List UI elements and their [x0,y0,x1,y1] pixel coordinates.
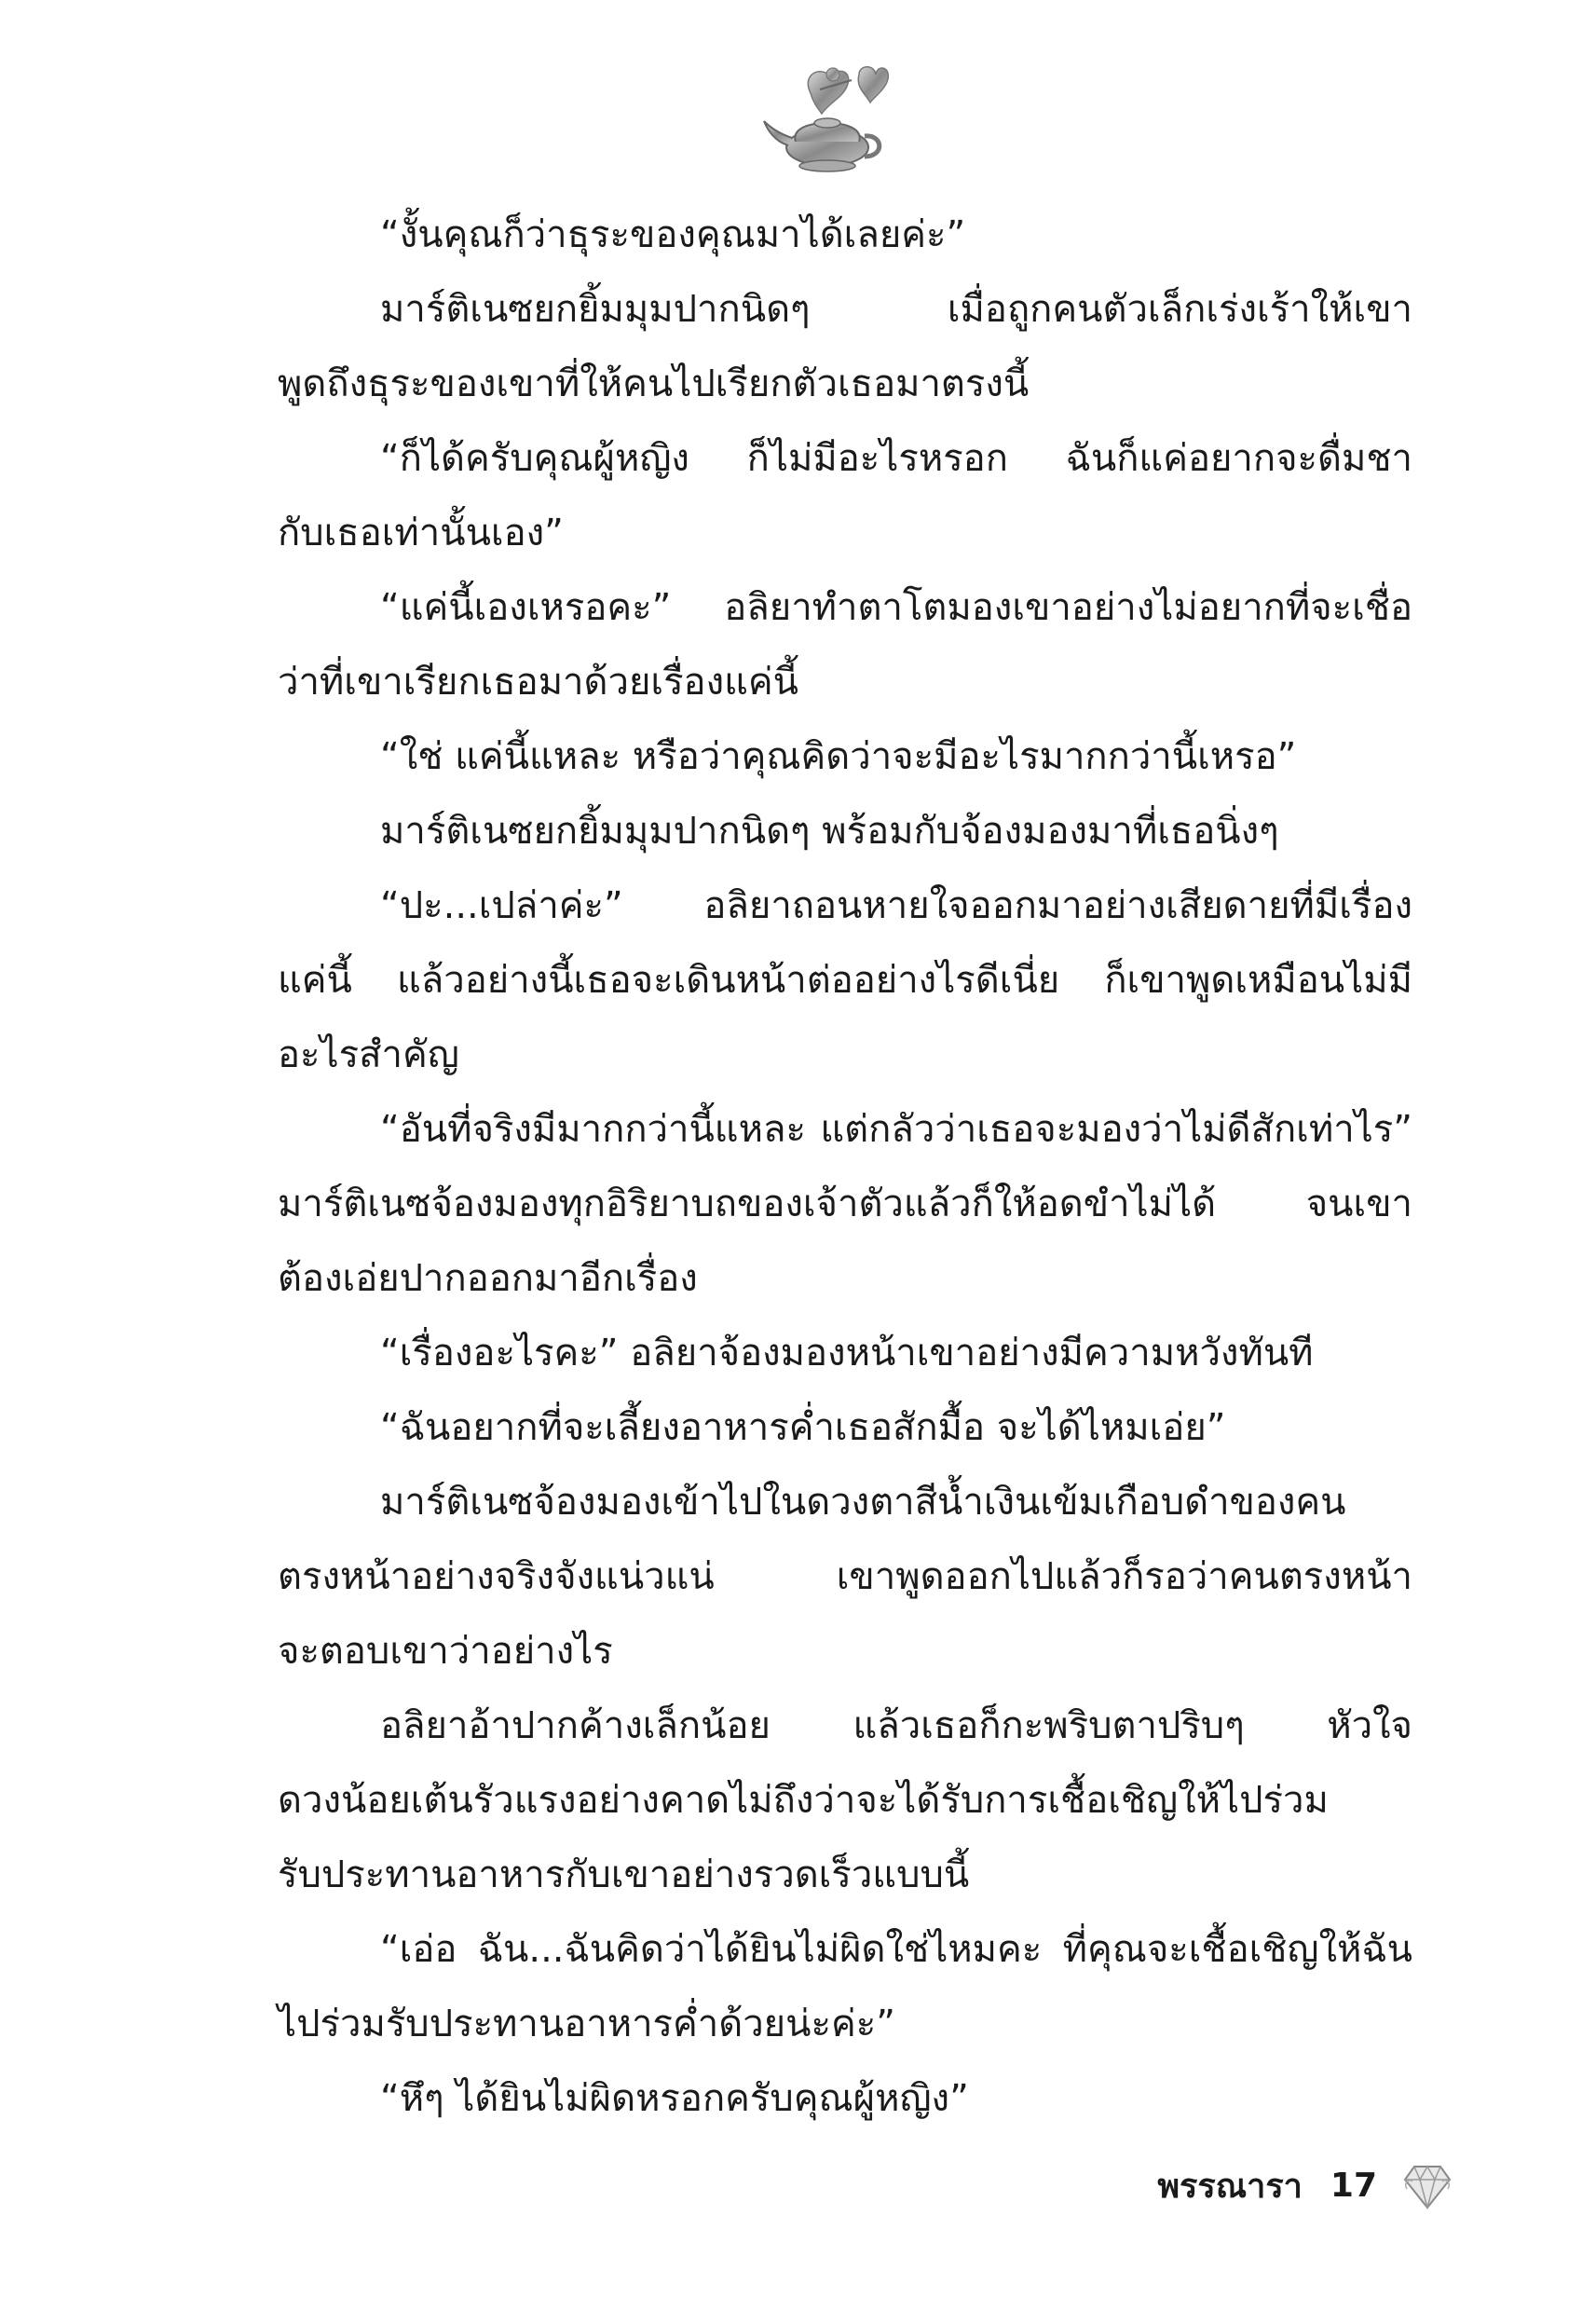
text-line: “อันที่จริงมีมากกว่านี้แหละ แต่กลัวว่าเธอจะมองว่าไม่ดีสักเท่าไร” [380,1108,1412,1151]
text-line: “ใช่ แค่นี้แหละ หรือว่าคุณคิดว่าจะมีอะไรมากกว่านี้เหรอ” [380,735,1297,778]
text-line: กับเธอเท่านั้นเอง” [278,512,564,554]
text-line: มาร์ติเนซยกยิ้มมุมปากนิดๆ เมื่อถูกคนตัวเล็กเร่งเร้าให้เขา [380,288,1412,331]
text-line: “ก็ได้ครับคุณผู้หญิง ก็ไม่มีอะไรหรอก ฉันก็แค่อยากจะดื่มชา [380,437,1412,480]
text-line: รับประทานอาหารกับเขาอย่างรวดเร็วแบบนี้ [278,1853,970,1896]
text-line: “ฉันอยากที่จะเลี้ยงอาหารค่ำเธอสักมื้อ จะได้ไหมเอ่ย” [380,1406,1226,1449]
text-line: แค่นี้ แล้วอย่างนี้เธอจะเดินหน้าต่ออย่างไรดีเนี่ย ก็เขาพูดเหมือนไม่มี [278,959,1412,1002]
text-line: “หึๆ ได้ยินไม่ผิดหรอกครับคุณผู้หญิง” [380,2077,969,2120]
text-line: ตรงหน้าอย่างจริงจังแน่วแน่ เขาพูดออกไปแล้วก็รอว่าคนตรงหน้า [278,1555,1412,1598]
text-line: พูดถึงธุระของเขาที่ให้คนไปเรียกตัวเธอมาตรงนี้ [278,362,1030,405]
text-line: มาร์ติเนซจ้องมองเข้าไปในดวงตาสีน้ำเงินเข้มเกือบดำของคน [380,1481,1346,1524]
text-line: ไปร่วมรับประทานอาหารค่ำด้วยน่ะค่ะ” [278,2003,895,2045]
text-line: “แค่นี้เองเหรอคะ” อลิยาทำตาโตมองเขาอย่างไม่อยากที่จะเชื่อ [380,586,1412,629]
text-line: “ปะ...เปล่าค่ะ” อลิยาถอนหายใจออกมาอย่างเสียดายที่มีเรื่อง [380,884,1412,927]
text-line: ดวงน้อยเต้นรัวแรงอย่างคาดไม่ถึงว่าจะได้รับการเชื้อเชิญให้ไปร่วม [278,1779,1329,1822]
text-line: “เอ่อ ฉัน...ฉันคิดว่าได้ยินไม่ผิดใช่ไหมคะ ที่คุณจะเชื้อเชิญให้ฉัน [380,1928,1412,1971]
diamond-icon [1401,2161,1453,2209]
chapter-text [278,198,1412,2136]
text-line: จะตอบเขาว่าอย่างไร [278,1630,613,1673]
text-line: ต้องเอ่ยปากออกมาอีกเรื่อง [278,1257,698,1300]
text-line: อลิยาอ้าปากค้างเล็กน้อย แล้วเธอก็กะพริบตาปริบๆ หัวใจ [380,1704,1412,1747]
running-title: พรรณารา [1157,2167,1303,2206]
teapot-cupid-icon [755,56,894,177]
text-line: อะไรสำคัญ [278,1033,459,1076]
text-line: มาร์ติเนซจ้องมองทุกอิริยาบถของเจ้าตัวแล้วก็ให้อดขำไม่ได้ จนเขา [278,1183,1412,1225]
text-line: ว่าที่เขาเรียกเธอมาด้วยเรื่องแค่นี้ [278,661,798,704]
page-number: 17 [1330,2166,1377,2205]
text-line: “เรื่องอะไรคะ” อลิยาจ้องมองหน้าเขาอย่างมีความหวังทันที [380,1332,1314,1374]
text-line: “งั้นคุณก็ว่าธุระของคุณมาได้เลยค่ะ” [380,213,966,256]
text-line: มาร์ติเนซยกยิ้มมุมปากนิดๆ พร้อมกับจ้องมองมาที่เธอนิ่งๆ [380,810,1279,853]
page-footer [1099,2153,1453,2218]
